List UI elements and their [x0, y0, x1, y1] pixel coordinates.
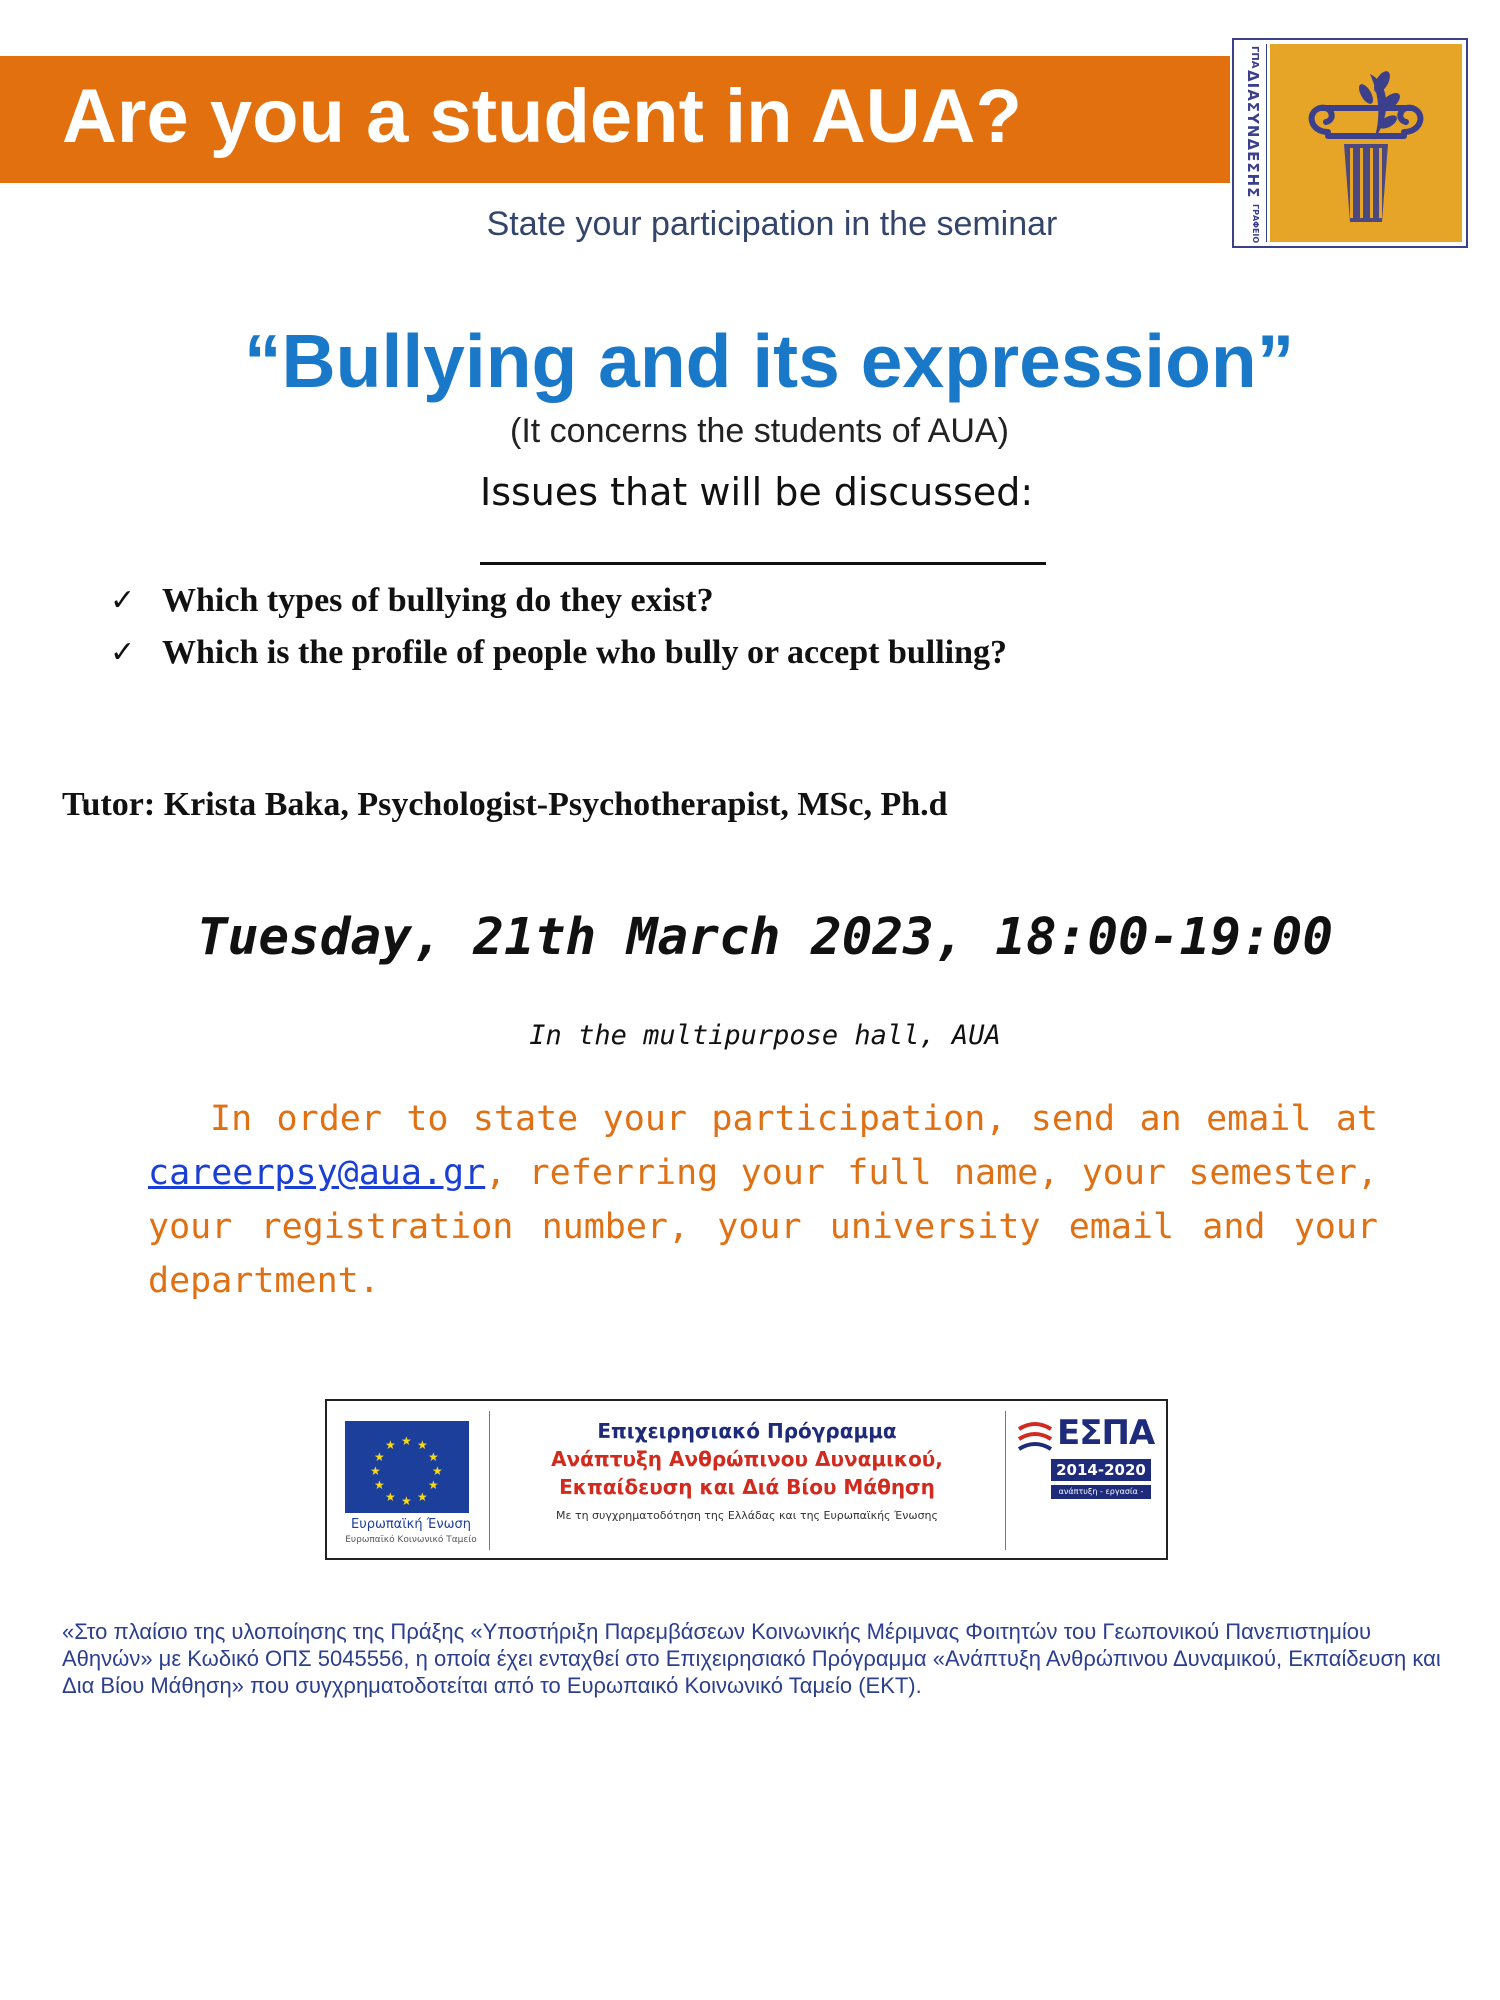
seminar-title: “Bullying and its expression”: [244, 319, 1295, 403]
audience-note: (It concerns the students of AUA): [510, 412, 1009, 450]
funding-banner: [325, 1399, 1168, 1560]
funding-disclaimer: «Στο πλαίσιο της υλοποίησης της Πράξης «Υποστήριξη Παρεμβάσεων Κοινωνικής Μέριμνας Φοιτητών του Γεωπονικού Πανεπιστημίου Αθηνών» με Κωδικό ΟΠΣ 5045556, η οποία έχει ενταχθεί στο Επιχειρησιακό Πρόγραμμα «Ανάπτυξη Ανθρώπινου Δυναμικού, Εκπαίδευση και Δια Βίου Μάθηση» που συγχρηματοδοτείται από το Ευρωπαικό Κοινωνικό Ταμείο (ΕΚΤ).: [62, 1619, 1441, 1698]
logo-side-top: ΓΠΑ: [1249, 46, 1260, 69]
issue-text: Which is the profile of people who bully or accept bulling?: [162, 634, 1008, 671]
espa-tagline: ανάπτυξη - εργασία - αλληλεγγύη: [1051, 1485, 1151, 1499]
checkmark-icon: ✓: [110, 635, 136, 670]
program-line-3: Εκπαίδευση και Διά Βίου Μάθηση: [559, 1475, 935, 1499]
espa-waves-icon: [1015, 1417, 1055, 1457]
logo-side-main: ΔΙΑΣΥΝΔΕΣΗΣ: [1244, 70, 1262, 199]
event-location: In the multipurpose hall, AUA: [529, 1020, 1001, 1051]
subtitle: State your participation in the seminar: [486, 205, 1058, 243]
program-line-4: Με τη συγχρηματοδότηση της Ελλάδας και της Ευρωπαϊκής Ένωσης: [556, 1509, 938, 1522]
checkmark-icon: ✓: [110, 583, 136, 618]
program-line-1: Επιχειρησιακό Πρόγραμμα: [597, 1419, 897, 1443]
espa-name: ΕΣΠΑ: [1057, 1413, 1155, 1453]
espa-years: 2014-2020: [1051, 1459, 1151, 1481]
heading-underline: [480, 562, 1046, 565]
registration-text-after: , referring your full name, your semester, your registration number, your university email and your department.: [148, 1153, 1378, 1301]
eu-label: Ευρωπαϊκή Ένωση: [350, 1517, 472, 1532]
issues-heading: Issues that will be discussed:: [480, 470, 1034, 514]
logo-side-bottom: ΓΡΑΦΕΙΟ: [1251, 204, 1260, 244]
espa-logo: [1015, 1413, 1155, 1523]
tutor-line: Tutor: Krista Baka, Psychologist-Psychotherapist, MSc, Ph.d: [62, 786, 948, 823]
header-banner: [0, 56, 1230, 183]
divider: [489, 1411, 490, 1550]
eu-flag-icon: ★ ★ ★ ★ ★ ★ ★ ★ ★ ★ ★ ★: [345, 1421, 469, 1513]
registration-text-before: In order to state your participation, send an email at: [210, 1099, 1378, 1139]
banner-title: Are you a student in AUA?: [62, 74, 1022, 159]
issue-text: Which types of bullying do they exist?: [162, 582, 714, 619]
program-text: [497, 1417, 997, 1531]
event-datetime: Tuesday, 21th March 2023, 18:00-19:00: [196, 908, 1334, 967]
registration-instructions: [148, 1092, 1378, 1308]
eu-sublabel: Ευρωπαϊκό Κοινωνικό Ταμείο: [345, 1535, 477, 1545]
program-line-2: Ανάπτυξη Ανθρώπινου Δυναμικού,: [551, 1447, 943, 1471]
divider: [1005, 1411, 1006, 1550]
email-link[interactable]: careerpsy@aua.gr: [148, 1153, 486, 1193]
